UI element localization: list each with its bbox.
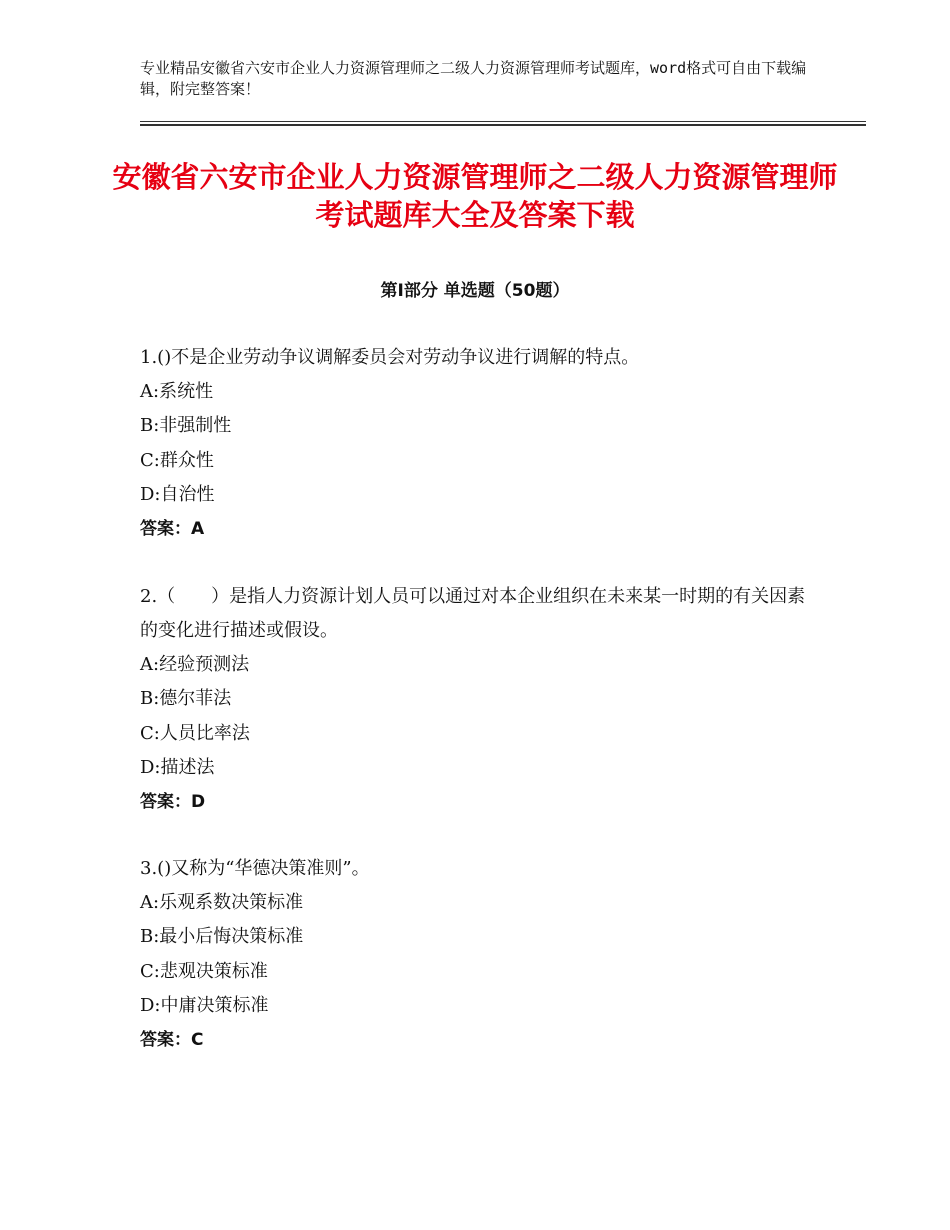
question-block [140, 852, 820, 1057]
option-d: D:自治性 [140, 483, 215, 505]
header-divider-thick [140, 124, 866, 126]
option-a: A:乐观系数决策标准 [140, 892, 304, 913]
option-b: B:最小后悔决策标准 [140, 926, 304, 948]
option-c: C:群众性 [140, 449, 214, 471]
option-a: A:系统性 [140, 381, 214, 402]
option-a: A:经验预测法 [140, 654, 250, 675]
answer-line: 答案：C [140, 1030, 204, 1051]
answer-line: 答案：A [140, 519, 205, 540]
question-stem: 3.()又称为“华德决策准则”。 [140, 858, 370, 879]
header-divider [140, 121, 866, 122]
question-stem: 2.（ ）是指人力资源计划人员可以通过对本企业组织在未来某一时期的有关因素的变化进行描述或假设。 [140, 586, 806, 641]
question-block [140, 341, 820, 546]
question-stem: 1.()不是企业劳动争议调解委员会对劳动争议进行调解的特点。 [140, 347, 640, 368]
option-c: C:悲观决策标准 [140, 960, 268, 982]
document-title: 安徽省六安市企业人力资源管理师之二级人力资源管理师考试题库大全及答案下载 [112, 160, 838, 232]
option-b: B:德尔菲法 [140, 688, 232, 710]
question-block [140, 580, 820, 819]
section-title: 第Ⅰ部分 单选题（50题） [380, 281, 570, 301]
header-note: 专业精品安徽省六安市企业人力资源管理师之二级人力资源管理师考试题库，word格式可自由下载编辑，附完整答案！ [140, 59, 807, 98]
answer-line: 答案：D [140, 792, 206, 813]
option-c: C:人员比率法 [140, 722, 250, 744]
option-b: B:非强制性 [140, 415, 232, 437]
option-d: D:中庸决策标准 [140, 994, 269, 1016]
option-d: D:描述法 [140, 756, 215, 778]
